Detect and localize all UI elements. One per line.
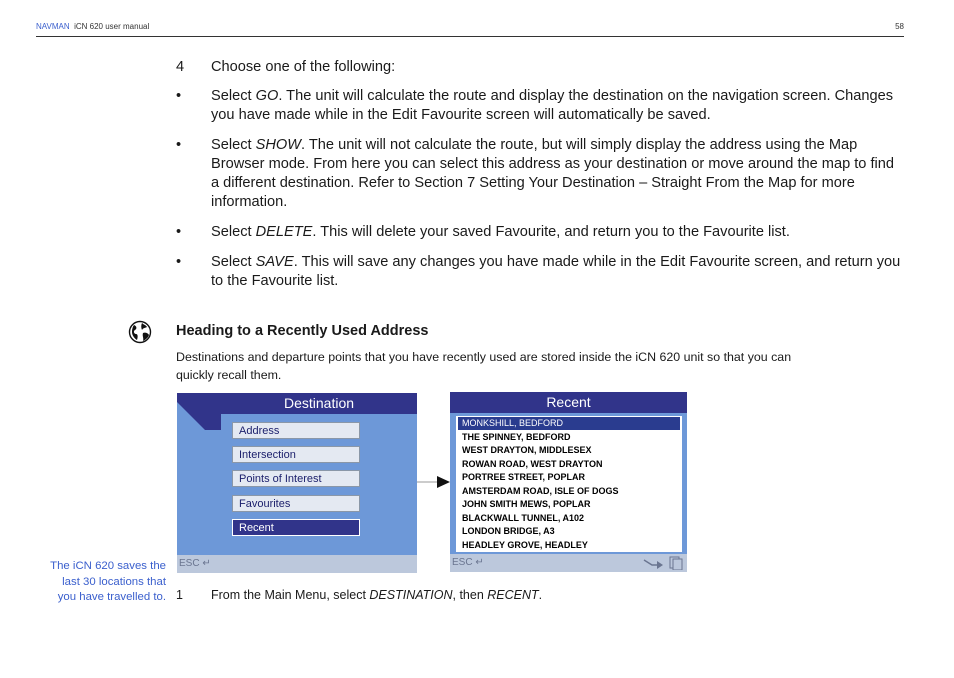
step-text: Choose one of the following: (211, 59, 396, 75)
bullet-symbol: • (176, 137, 182, 153)
list-item[interactable]: WEST DRAYTON, MIDDLESEX (462, 445, 592, 455)
keyword-show: SHOW (255, 137, 302, 153)
keyword-delete: DELETE (255, 224, 313, 240)
title-corner-shape (177, 393, 221, 430)
return-arrow-icon: ↵ (199, 558, 211, 569)
copy-pages-icon[interactable] (670, 557, 682, 570)
margin-caption: The iCN 620 saves the last 30 locations that you have travelled to. (50, 560, 166, 603)
screen-footer (450, 554, 687, 572)
bullet-text: Select SHOW. The unit will not calculate the route, but will simply display the address using the Map Browser mode. From here you can select this address as your destination or move around the map to find a different destination. Refer to Section 7 Setting Your Destination – Straight From the Map for more information. (211, 137, 895, 210)
screen-footer (177, 555, 417, 573)
list-item[interactable]: MONKSHILL, BEDFORD (458, 417, 680, 430)
list-item[interactable]: BLACKWALL TUNNEL, A102 (462, 512, 585, 523)
step-number: 1 (176, 588, 183, 602)
list-item[interactable]: AMSTERDAM ROAD, ISLE OF DOGS (462, 485, 619, 496)
globe-icon (128, 320, 152, 344)
recent-title: Recent (450, 392, 687, 413)
recent-list (456, 416, 682, 552)
header-rule (36, 36, 904, 37)
menu-address-button[interactable]: Address (232, 422, 360, 439)
esc-button[interactable]: ESC ↵ (452, 557, 484, 568)
bullet-show (176, 136, 906, 214)
menu-favourites-button[interactable]: Favourites (232, 495, 360, 512)
bullet-text: Select SAVE. This will save any changes you have made while in the Edit Favourite screen, and return you to the Favourite list. (211, 254, 901, 289)
keyword-destination: DESTINATION (369, 588, 453, 602)
brand-name: NAVMAN (36, 22, 70, 31)
list-item[interactable]: PORTREE STREET, POPLAR (462, 472, 586, 482)
section-intro: Destinations and departure points that you have recently used are stored inside the iCN 620 unit so that you can quickly recall them. (176, 350, 792, 382)
list-item[interactable]: ROWAN ROAD, WEST DRAYTON (462, 458, 603, 469)
bullet-symbol: • (176, 224, 182, 240)
destination-screen (177, 393, 417, 573)
bullet-text: Select GO. The unit will calculate the route and display the destination on the navigation screen. Changes you have made while in the Edit Favourite screen will automatically be saved. (211, 88, 894, 123)
list-item[interactable]: HEADLEY GROVE, HEADLEY (462, 539, 588, 550)
manual-title: iCN 620 user manual (74, 22, 150, 31)
recent-screen (450, 392, 687, 572)
forward-arrow-icon[interactable] (644, 560, 663, 569)
bullet-symbol: • (176, 254, 182, 270)
bullet-symbol: • (176, 88, 182, 104)
keyword-recent: RECENT (487, 588, 539, 602)
list-item[interactable]: LONDON BRIDGE, A3 (462, 526, 555, 536)
keyword-go: GO (255, 88, 279, 104)
esc-button[interactable]: ESC ↵ (179, 558, 211, 569)
list-item[interactable]: THE SPINNEY, BEDFORD (462, 431, 571, 442)
keyword-save: SAVE (255, 254, 294, 270)
bullet-go (176, 87, 906, 127)
bullet-delete (176, 223, 906, 243)
menu-recent-button[interactable]: Recent (232, 519, 360, 536)
step-text: From the Main Menu, select DESTINATION, then RECENT. (211, 588, 543, 602)
step-4 (176, 58, 906, 77)
footer-controls (642, 556, 684, 570)
bullet-save (176, 253, 906, 293)
page-header (36, 22, 904, 36)
menu-intersection-button[interactable]: Intersection (232, 446, 360, 463)
list-item[interactable]: JOHN SMITH MEWS, POPLAR (462, 499, 591, 509)
connector-arrow-icon (417, 475, 451, 489)
bullet-text: Select DELETE. This will delete your saved Favourite, and return you to the Favourite list. (211, 224, 790, 240)
step-number: 4 (176, 59, 185, 75)
destination-title: Destination (221, 393, 417, 414)
return-arrow-icon: ↵ (472, 557, 484, 568)
section-heading: Heading to a Recently Used Address (176, 323, 429, 339)
page-number: 58 (895, 22, 904, 31)
menu-points-of-interest-button[interactable]: Points of Interest (232, 470, 360, 487)
